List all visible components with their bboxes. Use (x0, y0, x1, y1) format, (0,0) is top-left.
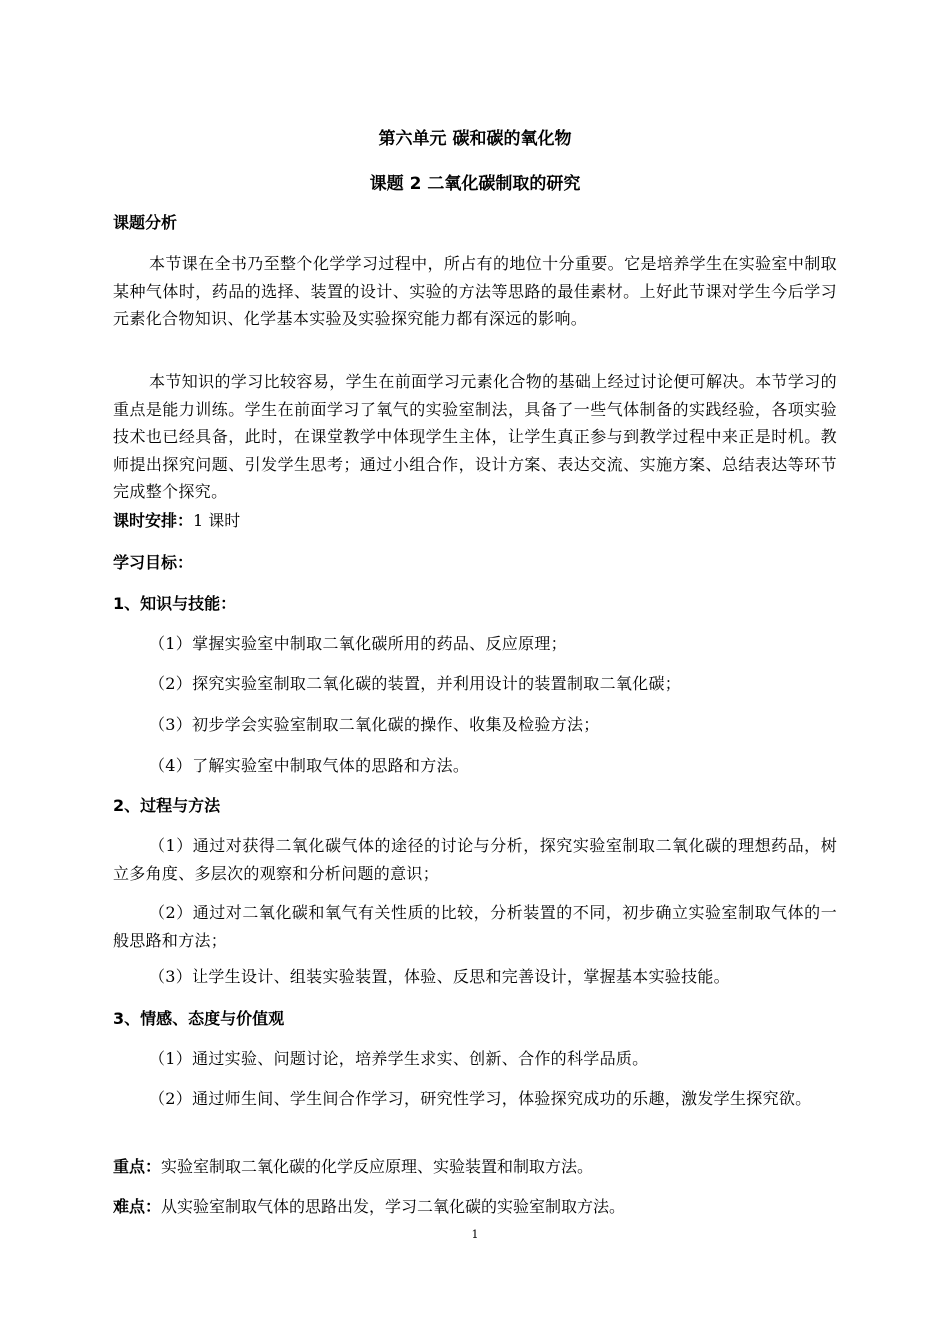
objective-item: （3）初步学会实验室制取二氧化碳的操作、收集及检验方法； (149, 715, 600, 734)
objectives-heading: 学习目标： (113, 553, 194, 572)
analysis-paragraph: 本节知识的学习比较容易，学生在前面学习元素化合物的基础上经过讨论便可解决。本节学习的重点是能力训练。学生在前面学习了氧气的实验室制法，具备了一些气体制备的实践经验，各项实验技术也已经具备，此时，在课堂教学中体现学生主体，让学生真正参与到教学过程中来正是时机。教师提出探究问题、引发学生思考；通过小组合作，设计方案、表达交流、实施方案、总结表达等环节完成整个探究。 (113, 372, 837, 501)
difficulty-line (113, 1196, 625, 1218)
objective-item: （1）通过实验、问题讨论，培养学生求实、创新、合作的科学品质。 (149, 1049, 649, 1068)
analysis-heading: 课题分析 (113, 213, 178, 232)
objective-item: （4）了解实验室中制取气体的思路和方法。 (149, 756, 470, 775)
lesson-title: 课题 2 二氧化碳制取的研究 (369, 174, 581, 194)
section-heading-knowledge: 1、知识与技能： (113, 594, 237, 613)
objective-item: （2）探究实验室制取二氧化碳的装置，并利用设计的装置制取二氧化碳； (149, 674, 682, 693)
objective-item: （1）通过对获得二氧化碳气体的途径的讨论与分析，探究实验室制取二氧化碳的理想药品，树立多角度、多层次的观察和分析问题的意识； (113, 836, 837, 883)
page-number: 1 (471, 1228, 479, 1241)
schedule-value: 1 课时 (193, 511, 241, 530)
objective-item: （2）通过师生间、学生间合作学习，研究性学习，体验探究成功的乐趣，激发学生探究欲。 (149, 1089, 812, 1108)
objective-item: （2）通过对二氧化碳和氧气有关性质的比较，分析装置的不同，初步确立实验室制取气体的一般思路和方法； (113, 903, 837, 950)
key-point-label: 重点： (113, 1157, 162, 1176)
schedule-label: 课时安排： (113, 511, 194, 530)
section-heading-process: 2、过程与方法 (113, 796, 221, 815)
difficulty-value: 从实验室制取气体的思路出发，学习二氧化碳的实验室制取方法。 (161, 1197, 626, 1216)
objective-item: （1）掌握实验室中制取二氧化碳所用的药品、反应原理； (149, 634, 567, 653)
difficulty-label: 难点： (113, 1197, 162, 1216)
unit-title: 第六单元 碳和碳的氧化物 (378, 129, 572, 149)
objective-item: （3）让学生设计、组装实验装置，体验、反思和完善设计，掌握基本实验技能。 (149, 967, 730, 986)
key-point-line (113, 1156, 593, 1178)
schedule-line (113, 510, 240, 532)
analysis-paragraph: 本节课在全书乃至整个化学学习过程中，所占有的地位十分重要。它是培养学生在实验室中制取某种气体时，药品的选择、装置的设计、实验的方法等思路的最佳素材。上好此节课对学生今后学习元素化合物知识、化学基本实验及实验探究能力都有深远的影响。 (113, 254, 837, 328)
key-point-value: 实验室制取二氧化碳的化学反应原理、实验装置和制取方法。 (161, 1157, 594, 1176)
section-heading-attitude: 3、情感、态度与价值观 (113, 1009, 285, 1028)
